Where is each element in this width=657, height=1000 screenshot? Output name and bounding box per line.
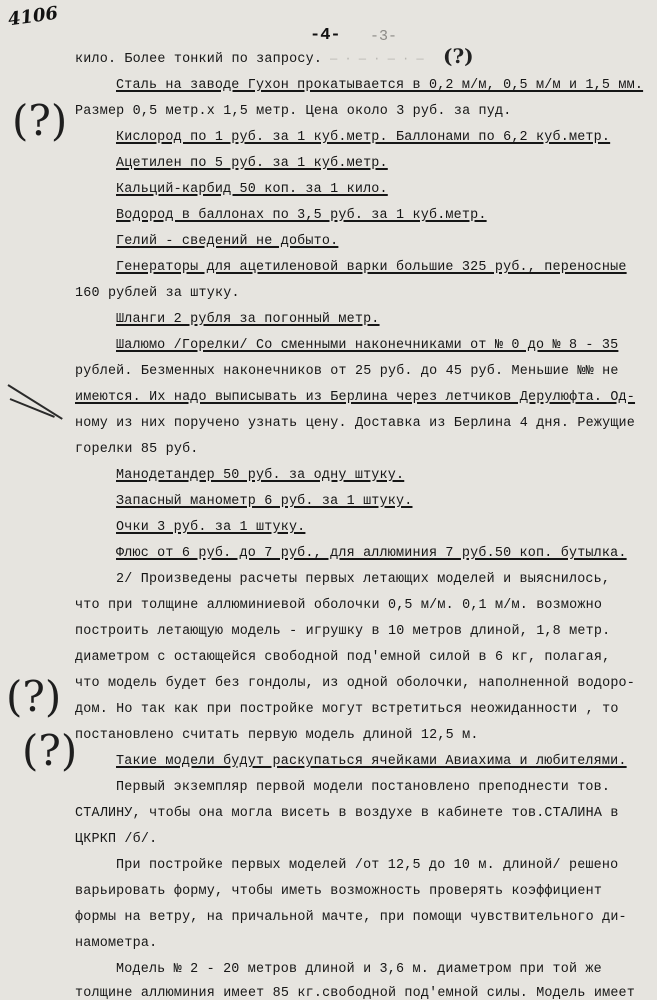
text-line: постановлено считать первую модель длиной 12,5 м. <box>75 728 479 743</box>
text-line: Шланги 2 рубля за погонный метр. <box>116 312 380 327</box>
text-line: кило. Более тонкий по запросу. <box>75 52 323 67</box>
page-number: -4- <box>310 26 341 45</box>
text-line: СТАЛИНУ, чтобы она могла висеть в воздухе в кабинете тов.СТАЛИНА в <box>75 806 619 821</box>
inline-question-mark: (?) <box>443 44 474 68</box>
text-line: Первый экземпляр первой модели постановлено преподнести тов. <box>116 780 611 795</box>
text-line: Ацетилен по 5 руб. за 1 куб.метр. <box>116 156 388 171</box>
text-line: Флюс от 6 руб. до 7 руб., для аллюминия 7 руб.50 коп. бутылка. <box>116 546 627 561</box>
text-line: дом. Но так как при постройке могут встретиться неожиданности , то <box>75 702 619 717</box>
text-line: 160 рублей за штуку. <box>75 286 240 301</box>
text-line: горелки 85 руб. <box>75 442 199 457</box>
text-line: Кальций-карбид 50 коп. за 1 кило. <box>116 182 388 197</box>
margin-question-mark: (?) <box>22 726 78 775</box>
text-line: ЦКРКП /б/. <box>75 832 158 847</box>
text-line: имеются. Их надо выписывать из Берлина через летчиков Дерулюфта. Од- <box>75 390 636 405</box>
bleed-through-text: — · — · — · — <box>330 52 424 66</box>
margin-question-mark: (?) <box>6 672 62 721</box>
text-line: диаметром с остающейся свободной под'емной силой в 6 кг, полагая, <box>75 650 611 665</box>
text-line: Модель № 2 - 20 метров длиной и 3,6 м. диаметром при той же <box>116 962 602 977</box>
handwritten-archive-number: 4106 <box>6 2 60 31</box>
text-line: рублей. Безменных наконечников от 25 руб. до 45 руб. Меньшие №№ не <box>75 364 619 379</box>
text-line: Гелий - сведений не добыто. <box>116 234 339 249</box>
text-line: 2/ Произведены расчеты первых летающих моделей и выяснилось, <box>116 572 611 587</box>
text-line: Шалюмо /Горелки/ Со сменными наконечниками от № 0 до № 8 - 35 <box>116 338 619 353</box>
text-line: что модель будет без гондолы, из одной оболочки, наполненной водоро- <box>75 676 636 691</box>
text-line: варьировать форму, чтобы иметь возможность проверять коэффициент <box>75 884 603 899</box>
text-line: ному из них поручено узнать цену. Доставка из Берлина 4 дня. Режущие <box>75 416 636 431</box>
text-line: Генераторы для ацетиленовой варки большие 325 руб., переносные <box>116 260 627 275</box>
text-line: Водород в баллонах по 3,5 руб. за 1 куб.метр. <box>116 208 487 223</box>
text-line: формы на ветру, на причальной мачте, при помощи чувствительного ди- <box>75 910 627 925</box>
text-line: намометра. <box>75 936 158 951</box>
text-line: толщине аллюминия имеет 85 кг.свободной под'емной силы. Модель имеет <box>75 986 636 1000</box>
text-line: Такие модели будут раскупаться ячейками Авиахима и любителями. <box>116 754 627 769</box>
text-line: построить летающую модель - игрушку в 10 метров длиной, 1,8 метр. <box>75 624 611 639</box>
text-line: Кислород по 1 руб. за 1 куб.метр. Баллонами по 6,2 куб.метр. <box>116 130 611 145</box>
margin-question-mark: (?) <box>12 96 68 145</box>
text-line: Запасный манометр 6 руб. за 1 штуку. <box>116 494 413 509</box>
text-line: Размер 0,5 метр.х 1,5 метр. Цена около 3 руб. за пуд. <box>75 104 512 119</box>
ghost-page-number: -3- <box>370 28 398 45</box>
text-line: Манодетандер 50 руб. за одну штуку. <box>116 468 405 483</box>
text-line: Очки 3 руб. за 1 штуку. <box>116 520 306 535</box>
text-line: При постройке первых моделей /от 12,5 до 10 м. длиной/ решено <box>116 858 619 873</box>
text-line: что при толщине аллюминиевой оболочки 0,5 м/м. 0,1 м/м. возможно <box>75 598 603 613</box>
text-line: Сталь на заводе Гухон прокатывается в 0,2 м/м, 0,5 м/м и 1,5 мм. <box>116 78 644 93</box>
